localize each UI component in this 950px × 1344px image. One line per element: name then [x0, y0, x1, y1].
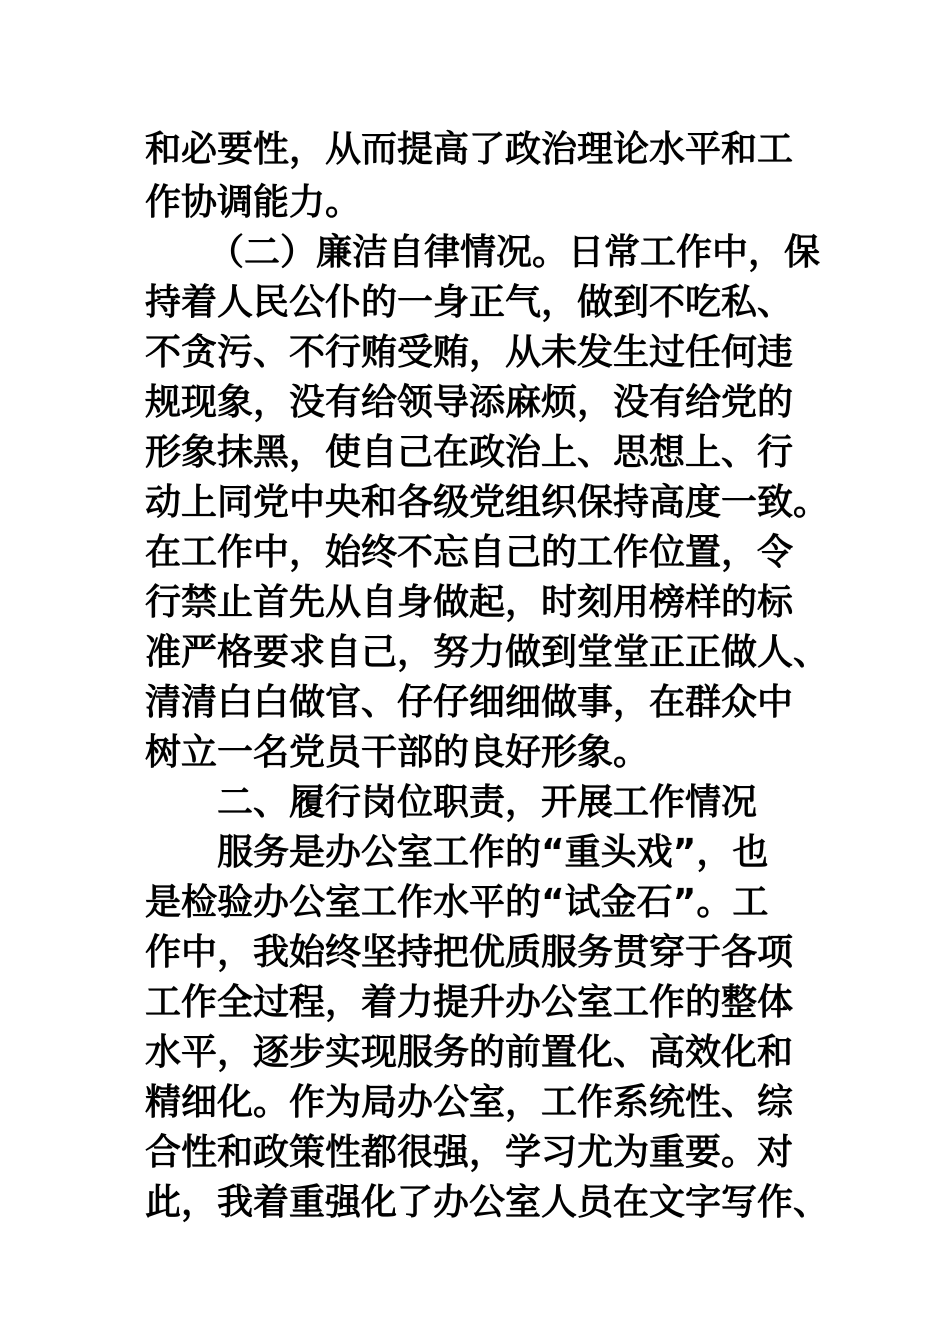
text-line: 和必要性，从而提高了政治理论水平和工: [145, 129, 794, 170]
text-line: 行禁止首先从自身做起，时刻用榜样的标: [145, 582, 794, 623]
section-heading-integrity: （二）廉洁自律情况。日常工作中，保: [208, 232, 821, 273]
text-line: 服务是办公室工作的“重头戏”，也: [217, 832, 769, 873]
text-line: 动上同党中央和各级党组织保持高度一致。: [145, 482, 830, 523]
text-line: 作中，我始终坚持把优质服务贯穿于各项: [145, 932, 794, 973]
text-line: 此，我着重强化了办公室人员在文字写作、: [145, 1182, 830, 1223]
section-heading-duties: 二、履行岗位职责，开展工作情况: [217, 782, 758, 823]
text-line: 工作全过程，着力提升办公室工作的整体: [145, 982, 794, 1023]
text-line: 形象抹黑，使自己在政治上、思想上、行: [145, 432, 794, 473]
text-line: 合性和政策性都很强，学习尤为重要。对: [145, 1132, 794, 1173]
text-line: 是检验办公室工作水平的“试金石”。工: [145, 882, 769, 923]
text-line: 持着人民公仆的一身正气，做到不吃私、: [145, 282, 794, 323]
text-line: 树立一名党员干部的良好形象。: [145, 732, 650, 773]
text-line: 精细化。作为局办公室，工作系统性、综: [145, 1082, 794, 1123]
text-line: 作协调能力。: [145, 182, 362, 223]
text-line: 不贪污、不行贿受贿，从未发生过任何违: [145, 332, 794, 373]
text-line: 水平，逐步实现服务的前置化、高效化和: [145, 1032, 794, 1073]
text-line: 清清白白做官、仔仔细细做事，在群众中: [145, 682, 794, 723]
text-line: 规现象，没有给领导添麻烦，没有给党的: [145, 382, 794, 423]
text-line: 准严格要求自己，努力做到堂堂正正做人、: [145, 632, 830, 673]
text-line: 在工作中，始终不忘自己的工作位置，令: [145, 532, 794, 573]
